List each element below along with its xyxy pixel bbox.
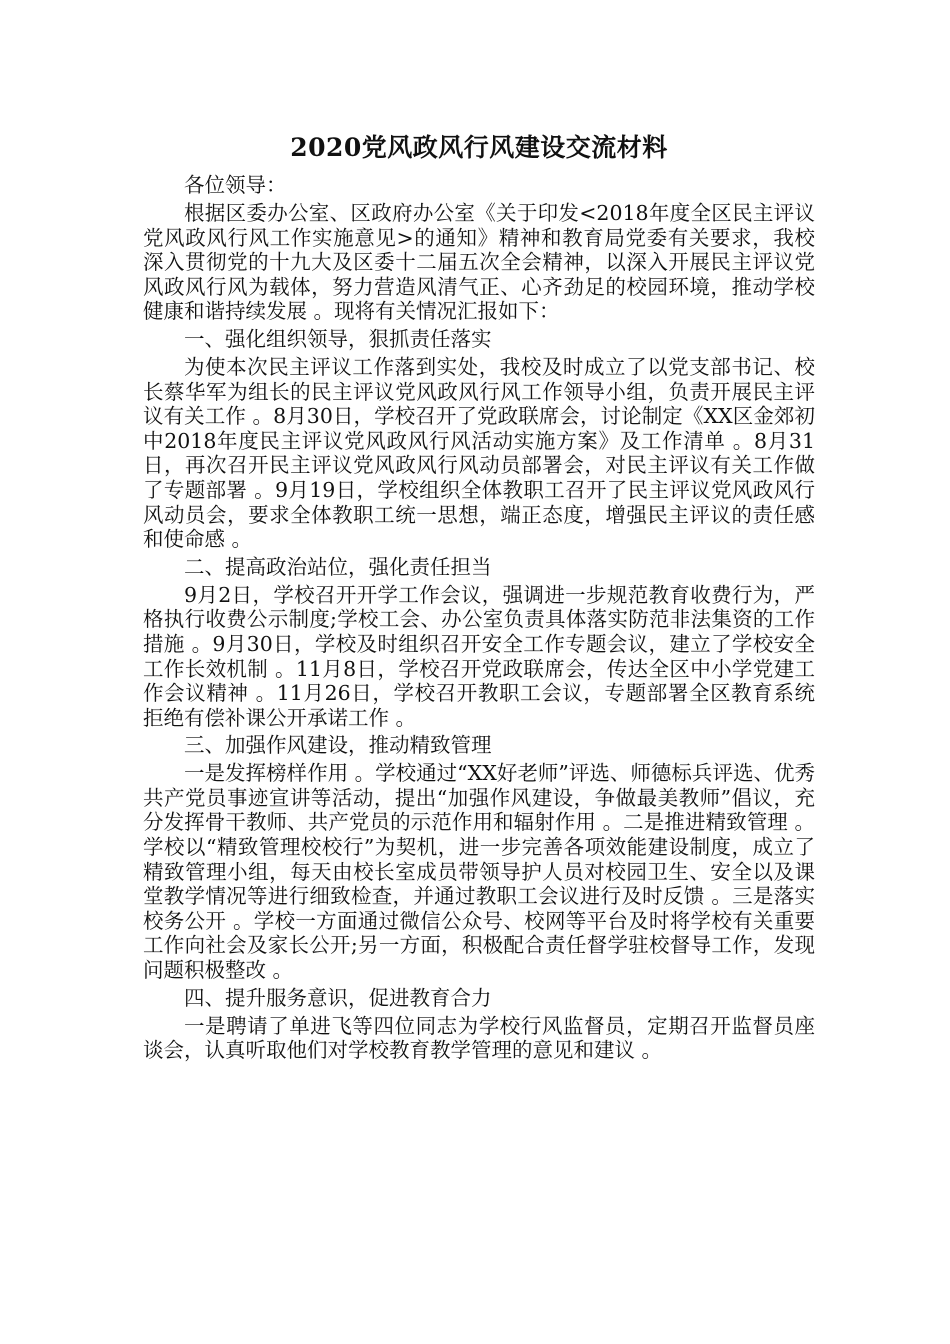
section-1-body: 为使本次民主评议工作落到实处，我校及时成立了以党支部书记、校长蔡华军为组长的民主评议党风政风行风工作领导小组，负责开展民主评议有关工作 。8月30日，学校召开了党政联席会，讨论制定《XX区金郊初中2018年度民主评议党风政风行风活动实施方案》及工作清单 。8月31日，再次召开民主评议党风政风行风动员部署会，对民主评议有关工作做了专题部署 。9月19日，学校组织全体教职工召开了民主评议党风政风行风动员会，要求全体教职工统一思想，端正态度，增强民主评议的责任感和使命感 。 xyxy=(143,354,815,552)
section-2-heading: 二、提高政治站位，强化责任担当 xyxy=(184,554,492,579)
intro-paragraph: 根据区委办公室、区政府办公室《关于印发<2018年度全区民主评议党风政风行风工作实施意见>的通知》精神和教育局党委有关要求，我校深入贯彻党的十九大及区委十二届五次全会精神，以深入开展民主评议党风政风行风为载体，努力营造风清气正、心齐劲足的校园环境，推动学校健康和谐持续发展 。现将有关情况汇报如下： xyxy=(143,201,815,324)
section-4-heading: 四、提升服务意识，促进教育合力 xyxy=(184,985,492,1010)
section-3-body: 一是发挥榜样作用 。学校通过“XX好老师”评选、师德标兵评选、优秀共产党员事迹宣讲等活动，提出“加强作风建设，争做最美教师”倡议，充分发挥骨干教师、共产党员的示范作用和辐射作用 。二是推进精致管理 。学校以“精致管理校校行”为契机，进一步完善各项效能建设制度，成立了精致管理小组，每天由校长室成员带领导护人员对校园卫生、安全以及课堂教学情况等进行细致检查，并通过教职工会议进行及时反馈 。三是落实校务公开 。学校一方面通过微信公众号、校网等平台及时将学校有关重要工作向社会及家长公开;另一方面，积极配合责任督学驻校督导工作，发现问题积极整改 。 xyxy=(143,761,815,983)
section-4-body: 一是聘请了单进飞等四位同志为学校行风监督员，定期召开监督员座谈会，认真听取他们对学校教育教学管理的意见和建议 。 xyxy=(143,1013,815,1063)
section-2-body: 9月2日，学校召开开学工作会议，强调进一步规范教育收费行为，严格执行收费公示制度;学校工会、办公室负责具体落实防范非法集资的工作措施 。9月30日，学校及时组织召开安全工作专题会议，建立了学校安全工作长效机制 。11月8日，学校召开党政联席会，传达全区中小学党建工作会议精神 。11月26日，学校召开教职工会议，专题部署全区教育系统拒绝有偿补课公开承诺工作 。 xyxy=(143,582,815,730)
section-1-heading: 一、强化组织领导，狠抓责任落实 xyxy=(184,326,492,351)
salutation: 各位领导： xyxy=(184,173,287,197)
document-title: 2020党风政风行风建设交流材料 xyxy=(290,133,668,162)
document-page xyxy=(143,128,815,1063)
section-3-heading: 三、加强作风建设，推动精致管理 xyxy=(184,733,492,758)
